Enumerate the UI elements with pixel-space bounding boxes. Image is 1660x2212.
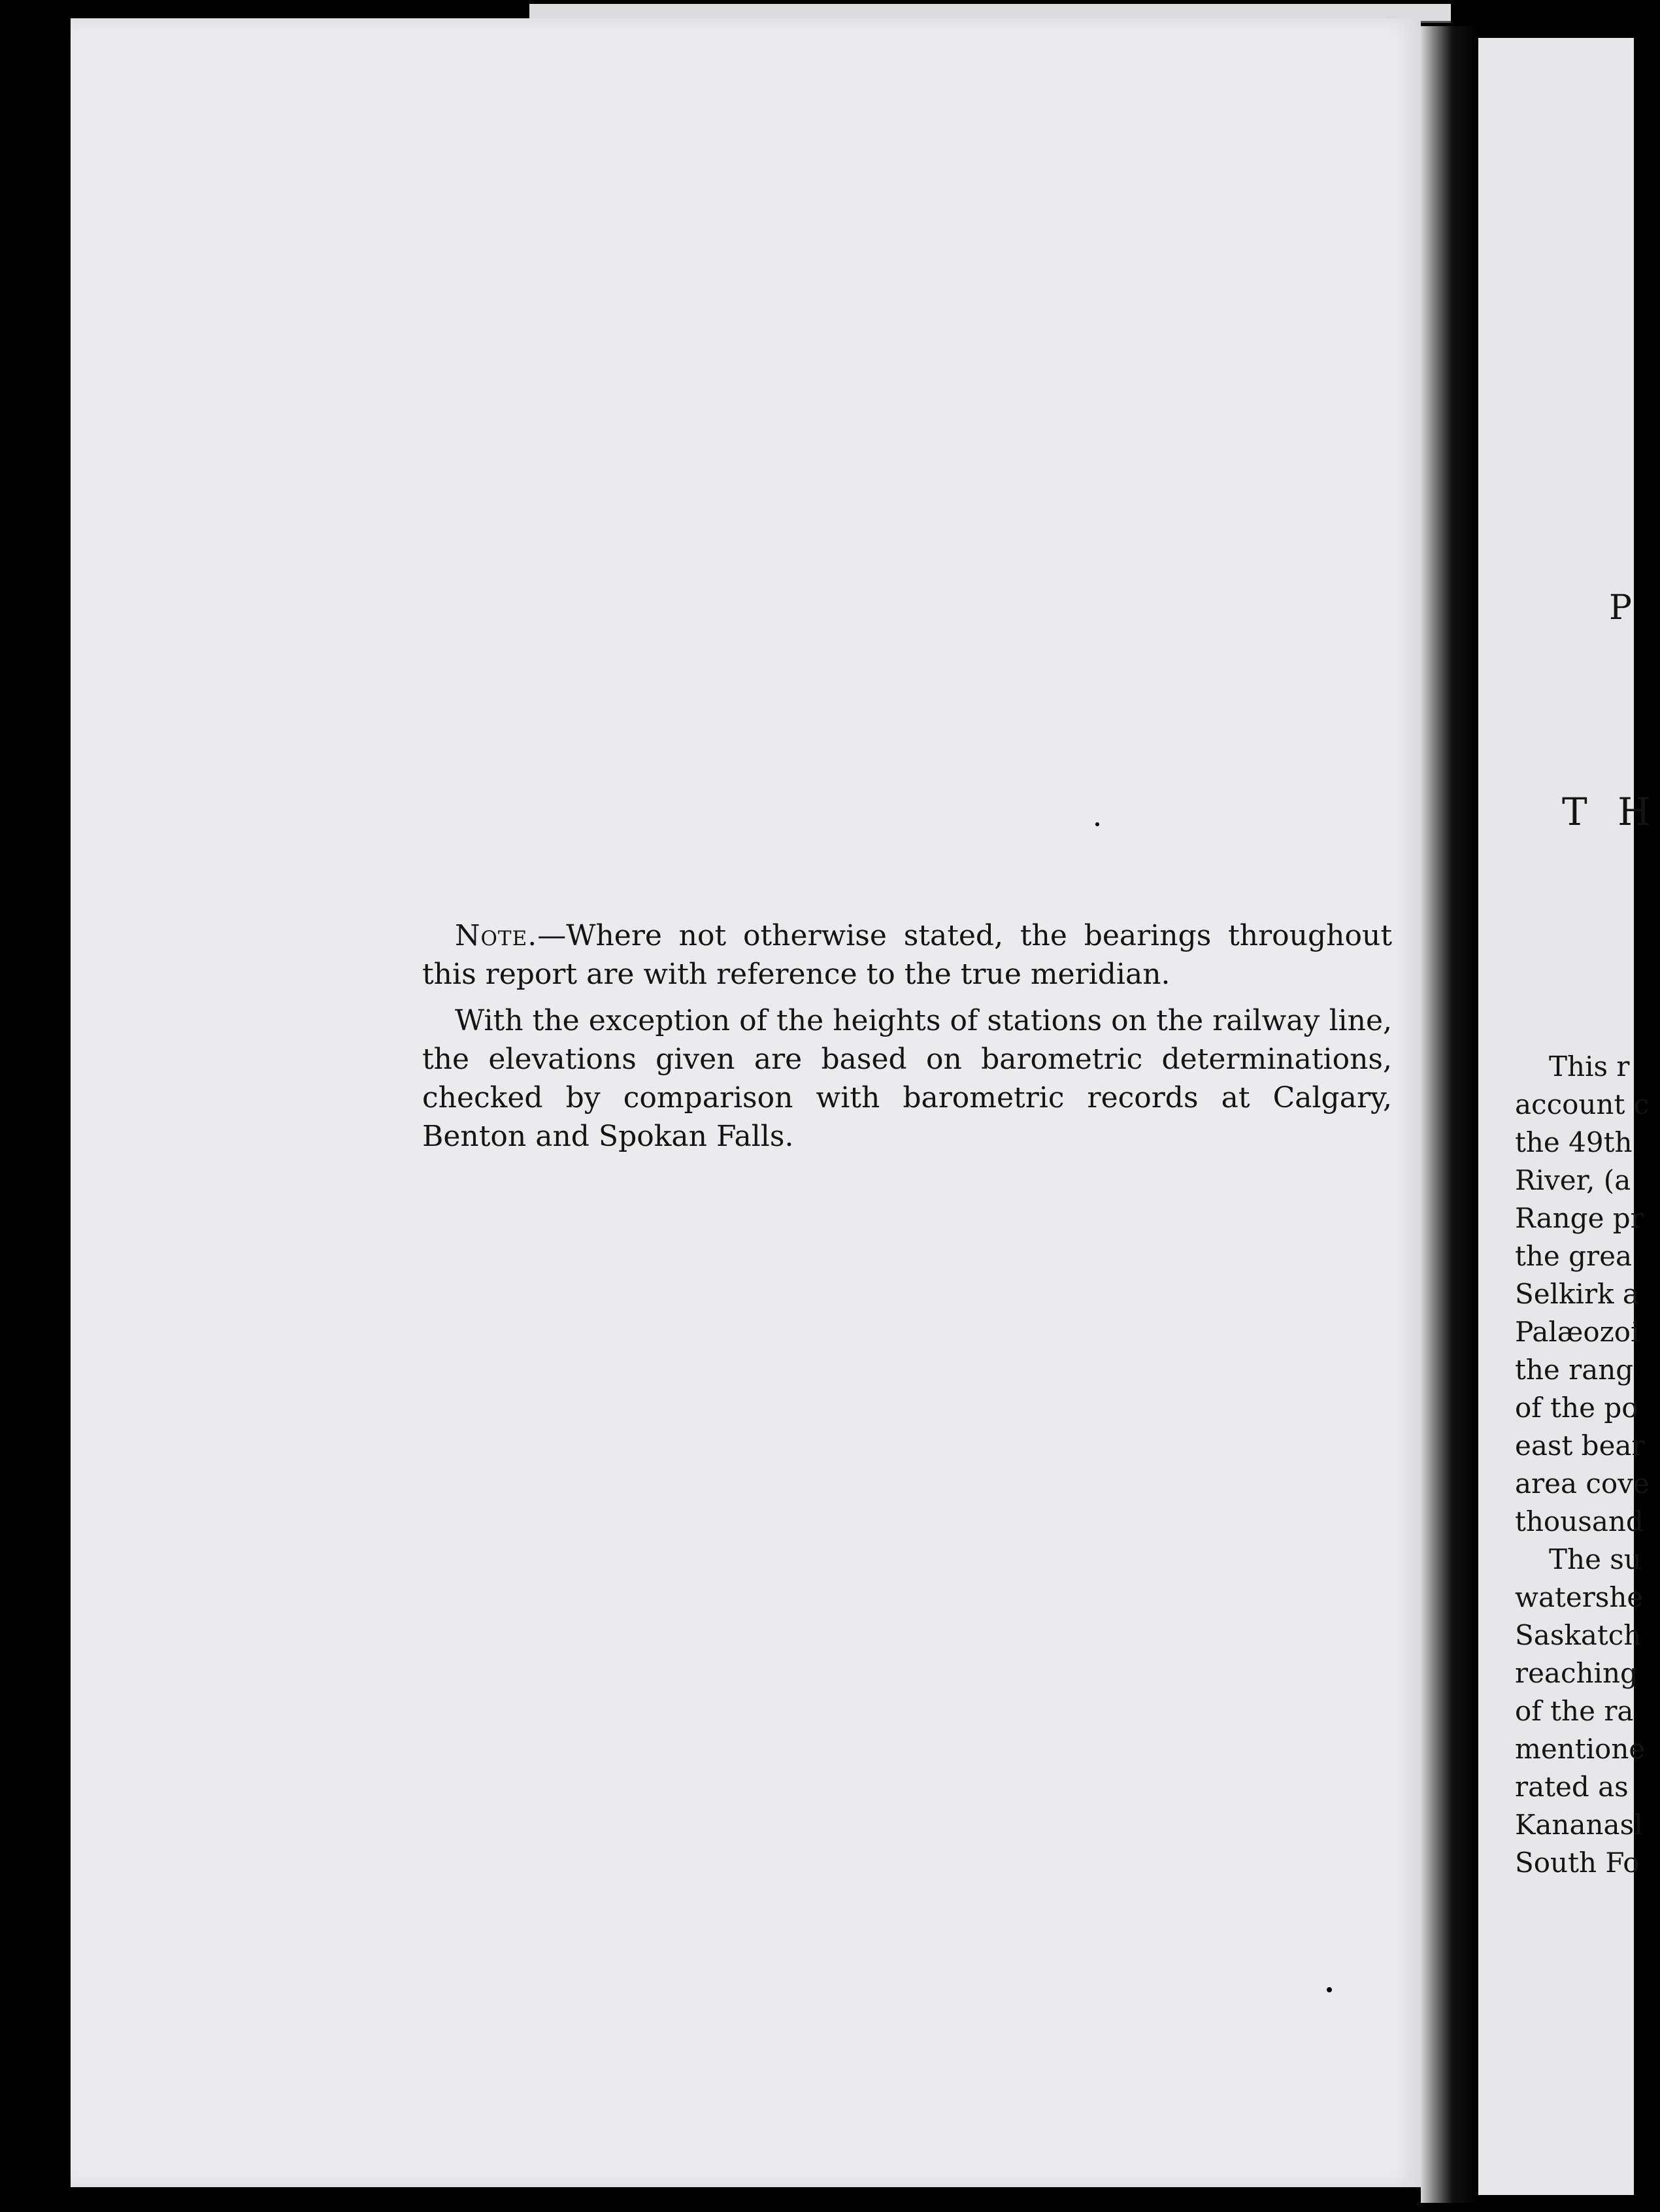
book-gutter [1421,26,1478,2203]
right-line: the rang [1515,1354,1634,1386]
note-block [422,916,1392,1164]
note-text: —Where not otherwise stated, the bearings throughout this report are with reference to the true meridian. [422,919,1392,991]
right-line: east bear [1515,1430,1645,1462]
right-line: thousand [1515,1505,1644,1537]
scan-speck [1196,2198,1203,2205]
note-heading: Note. [455,919,538,952]
right-line: The su [1549,1543,1642,1575]
right-line: Palæozoi [1515,1316,1640,1348]
right-line: area cove [1515,1467,1650,1500]
right-page-fragment [1478,38,1660,2195]
right-line: This r [1549,1050,1630,1082]
note-paragraph [422,916,1392,994]
right-line: account c [1515,1088,1650,1120]
right-line: the grea [1515,1240,1632,1272]
scan-speck [14,384,21,394]
right-line: Kananasl [1515,1809,1643,1841]
heading-fragment-title: T H [1562,790,1660,834]
scan-speck [1095,822,1099,826]
right-line: reaching [1515,1657,1638,1689]
right-line: mentione [1515,1733,1646,1765]
right-line: River, (a [1515,1164,1631,1196]
elevations-paragraph: With the exception of the heights of stations on the railway line, the elevations given are based on barometric determinations, checked by comparison with barometric records at Calgary, Benton and Spokan Falls. [422,1004,1392,1153]
right-line: of the po [1515,1392,1638,1424]
right-line: South Fo [1515,1847,1640,1879]
right-line: watershe [1515,1581,1644,1613]
scan-speck [1327,1987,1332,1992]
right-line: Selkirk a [1515,1278,1639,1310]
right-line: the 49th [1515,1126,1633,1158]
right-page-text [1478,38,1660,2195]
right-line: rated as [1515,1771,1629,1803]
scan-speck [25,1169,33,1175]
right-line: of the ra [1515,1695,1634,1727]
right-line: Saskatch [1515,1619,1642,1651]
heading-fragment-top: P [1609,588,1632,628]
right-line: Range pr [1515,1202,1644,1234]
